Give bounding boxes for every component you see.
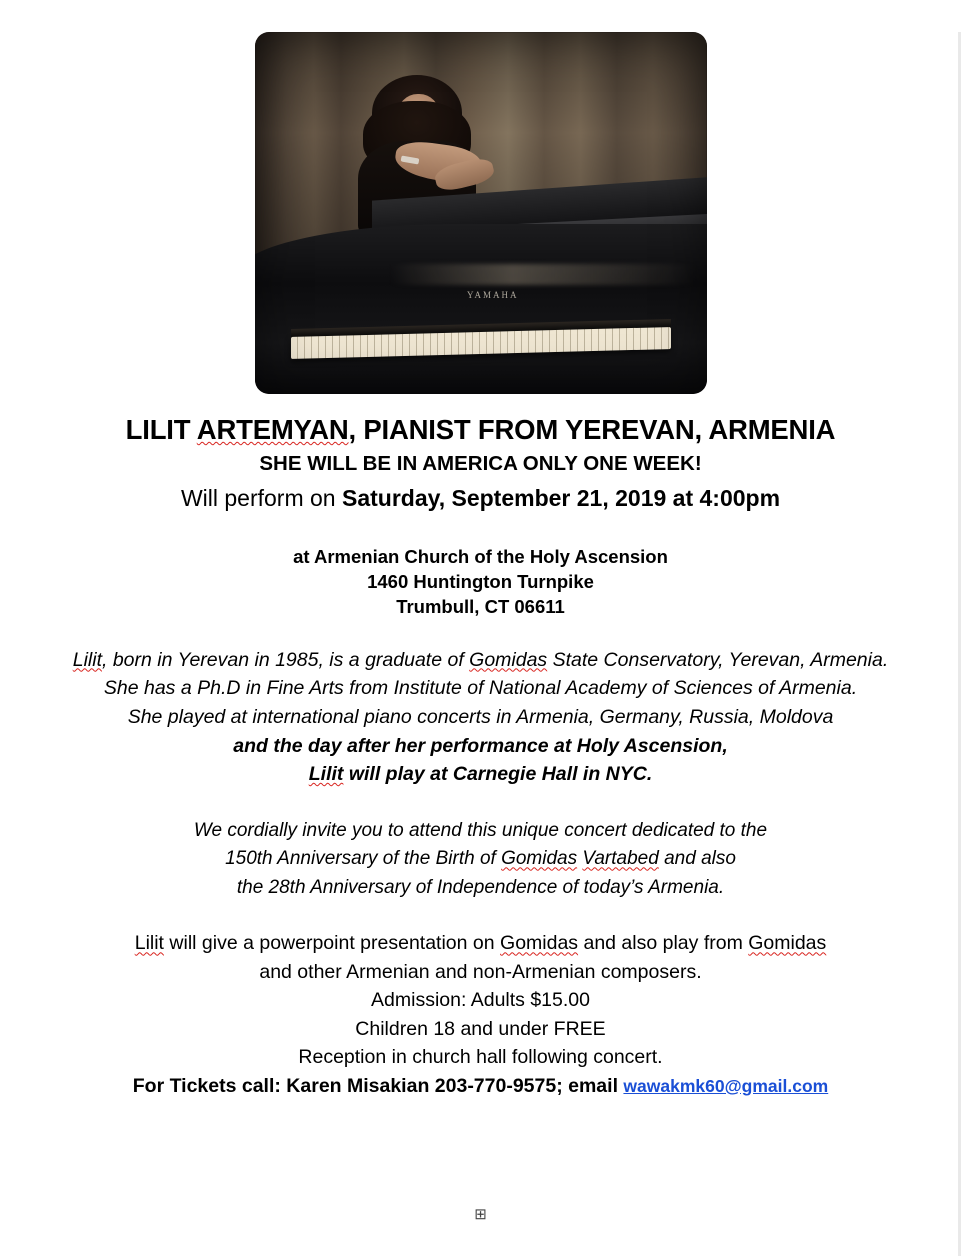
tickets-label: For Tickets call: Karen Misakian 203-770-9575; email: [132, 1074, 624, 1097]
bio-gomidas-1: Gomidas: [469, 648, 548, 671]
details-name: Lilit: [134, 932, 164, 955]
bio-line-3: She played at international piano concerts in Armenia, Germany, Russia, Moldova: [127, 705, 834, 728]
page-title: [0, 414, 961, 446]
bio-line-5-text: will play at Carnegie Hall in NYC.: [343, 763, 653, 786]
biography-block: [0, 646, 961, 789]
headline-name-misspelled: ARTEMYAN: [196, 414, 349, 445]
invite-vartabed: Vartabed: [582, 848, 659, 870]
details-block: [0, 929, 961, 1100]
venue-line-1: at Armenian Church of the Holy Ascension: [293, 545, 668, 567]
add-page-icon[interactable]: ⊞: [474, 1206, 487, 1223]
perform-datetime: Saturday, September 21, 2019 at 4:00pm: [341, 484, 781, 511]
bio-name-1: Lilit: [72, 648, 102, 671]
invite-line-2-a: 150th Anniversary of the Birth of: [225, 848, 502, 870]
invite-gomidas: Gomidas: [501, 848, 578, 870]
venue-line-3: Trumbull, CT 06611: [396, 595, 565, 617]
pianist-photo: [255, 32, 707, 394]
invite-line-1: We cordially invite you to attend this unique concert dedicated to the: [193, 819, 768, 841]
bio-line-1-text-b: State Conservatory, Yerevan, Armenia.: [547, 648, 889, 671]
bio-line-5: [0, 760, 961, 789]
flyer-page: [0, 32, 961, 1256]
admission-line: Admission: Adults $15.00: [371, 989, 590, 1012]
bio-name-2: Lilit: [308, 763, 344, 786]
invite-line-2-e: and also: [658, 848, 736, 870]
subheadline: SHE WILL BE IN AMERICA ONLY ONE WEEK!: [259, 451, 702, 475]
bio-line-1-text-a: , born in Yerevan in 1985, is a graduate of: [102, 648, 470, 671]
email-link[interactable]: wawakmk60@gmail.com: [623, 1075, 829, 1096]
perform-prefix: Will perform on: [180, 484, 342, 511]
photo-vignette: [255, 32, 707, 394]
details-line-1-b: will give a powerpoint presentation on: [163, 932, 501, 955]
details-line-2: and other Armenian and non-Armenian composers.: [259, 960, 702, 983]
venue-line-2: 1460 Huntington Turnpike: [367, 570, 594, 592]
details-line-1: [0, 929, 961, 957]
piano-brand-label: YAMAHA: [466, 289, 519, 300]
performance-line: [0, 485, 961, 512]
invite-line-2: [0, 845, 961, 874]
photo-content: [255, 32, 707, 394]
reception-line: Reception in church hall following concert.: [298, 1046, 663, 1069]
tickets-line: [0, 1072, 961, 1100]
headline-after: , PIANIST FROM YEREVAN, ARMENIA: [348, 414, 836, 445]
bio-line-2: She has a Ph.D in Fine Arts from Institute of National Academy of Sciences of Armenia.: [103, 677, 858, 700]
invitation-block: [0, 817, 961, 903]
venue-block: [0, 545, 961, 620]
bio-line-4: and the day after her performance at Holy Ascension,: [233, 734, 728, 757]
details-line-1-d: and also play from: [578, 932, 749, 955]
details-gomidas-1: Gomidas: [500, 932, 579, 955]
details-gomidas-2: Gomidas: [748, 932, 827, 955]
bio-line-1: [0, 646, 961, 675]
invite-line-3: the 28th Anniversary of Independence of today’s Armenia.: [236, 876, 725, 898]
children-line: Children 18 and under FREE: [355, 1017, 606, 1040]
headline-before: LILIT: [125, 414, 197, 445]
